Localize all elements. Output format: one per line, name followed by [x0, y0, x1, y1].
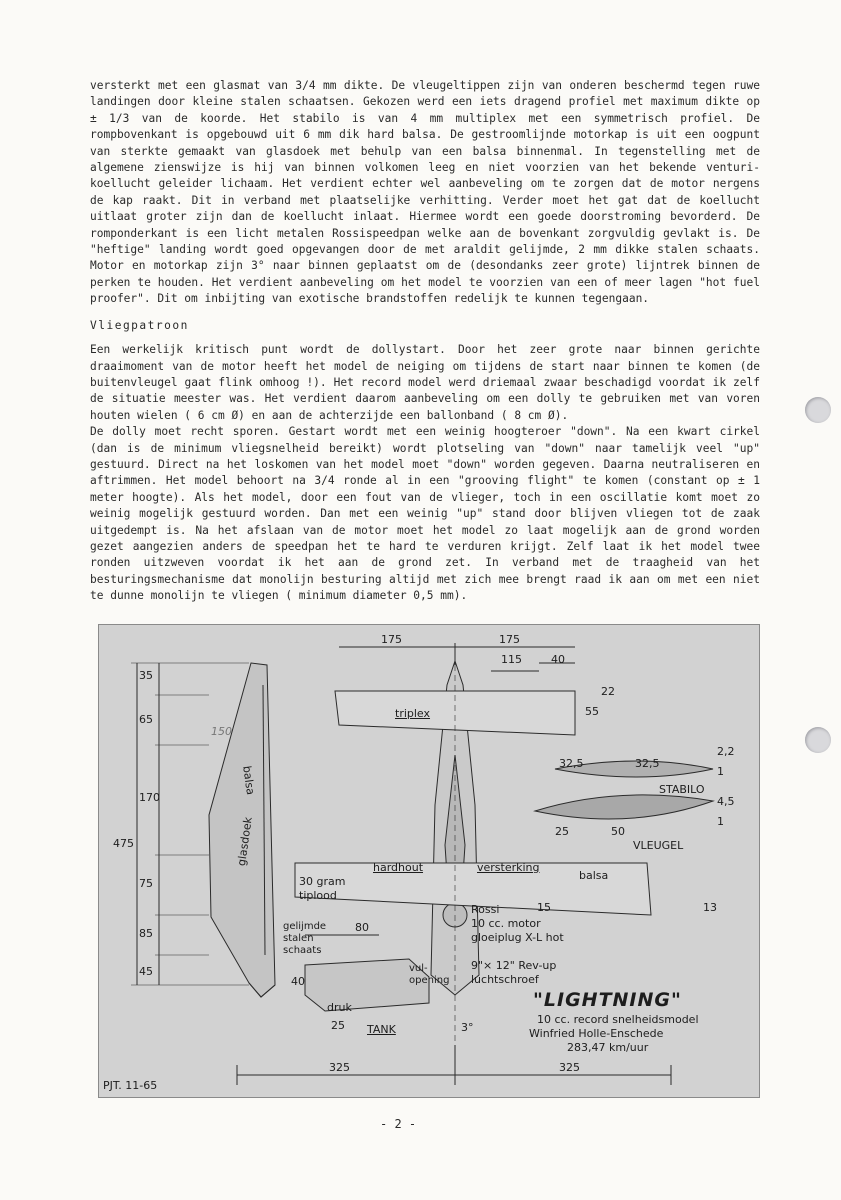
label-balsa-fuselage: balsa [240, 765, 258, 796]
dim-55: 55 [585, 705, 599, 718]
label-balsa-wing: balsa [579, 869, 609, 882]
label-vul: vul- opening [409, 963, 450, 986]
dim-45: 45 [139, 965, 153, 978]
label-stabilo: STABILO [659, 783, 705, 796]
dim-15: 15 [537, 901, 551, 914]
dim-65: 65 [139, 713, 153, 726]
page-number: - 2 - [380, 1117, 417, 1131]
dim-85: 85 [139, 927, 153, 940]
dim-22: 22 [601, 685, 615, 698]
paragraph-flight: De dolly moet recht sporen. Gestart wordt met een weinig hoogteroer "down". Na een kwart cirkel (dan is de minimum vliegsnelheid bereikt) wordt plotseling van "down" naar tamelijk veel "up" gestuurd. Direct na het loskomen van het model moet "down" worden gegeven. Daarna neutraliseren en aftrimmen. Het model behoort na 3/4 ronde al in een "grooving flight" te komen (constant op ± 1 meter hoogte). Als het model, door een fout van de vlieger, toch in een oscillatie komt moet zo weinig mogelijk gestuurd worden. Dan met een weinig "up" stand door blijven vliegen tot de zaak uitgedempt is. Na het afslaan van de motor moet het model zo laat mogelijk aan de grond worden gezet aangezien anders de speedpan het te hard te verduren krijgt. Zelf laat ik het model twee ronden uitzweven voordat ik het aan de grond zet. In verband met de traagheid van het besturingsmechanisme dat monolijn besturing altijd met zich mee brengt raad ik aan om met een niet te dunne monolijn te vliegen ( minimum diameter 0,5 mm). [90, 425, 760, 603]
dim-115: 115 [501, 653, 522, 666]
section-heading: Vliegpatroon [90, 318, 189, 332]
label-handwritten: 150 [211, 725, 232, 738]
label-tank: TANK [367, 1023, 396, 1036]
subtitle-line-2: Winfried Holle-Enschede [529, 1027, 664, 1040]
label-tiplood: 30 gram tiplood [299, 875, 346, 902]
label-druk: druk [327, 1001, 352, 1014]
dim-475: 475 [113, 837, 134, 850]
punch-hole-bottom [805, 727, 831, 753]
label-rossi: Rossi 10 cc. motor gloeiplug X-L hot [471, 903, 564, 944]
label-hardhout: hardhout [373, 861, 424, 874]
dim-32-5-left: 32,5 [559, 757, 584, 770]
dim-1-b: 1 [717, 815, 724, 828]
wing-profile [535, 795, 713, 819]
dim-175-right: 175 [499, 633, 520, 646]
dim-1-a: 1 [717, 765, 724, 778]
dim-35: 35 [139, 669, 153, 682]
label-versterking: versterking [477, 861, 540, 874]
paragraph-construction: versterkt met een glasmat van 3/4 mm dikte. De vleugeltippen zijn van onderen beschermd tegen ruwe landingen door kleine stalen schaatsen. Gekozen werd een iets dragend profiel met maximum dikte op ± 1/3 van de koorde. Het stabilo is van 4 mm multiplex met een symmetrisch profiel. De rompbovenkant is opgebouwd uit 6 mm dik hard balsa. De gestroomlijnde motorkap is uit een oogpunt van sterkte gemaakt van glasdoek met behulp van een balsa binnenmal. In tegenstelling met de algemene zienswijze is hij van binnen volkomen leeg en niet voorzien van het bekende venturi-koellucht geleider lichaam. Het verdient echter wel aanbeveling om te zorgen dat de motor nergens de kap raakt. Dit in verband met plaatselijke verhitting. Verder moet het gat dat de koellucht uitlaat groter zijn dan de koellucht inlaat. Hiermee wordt een goede doorstroming bevorderd. De romponderkant is een licht metalen Rossispeedpan welke aan de bovenkant zorgvuldig gevlakt is. De "heftige" landing wordt goed opgevangen door de met araldit gelijmde, 2 mm dikke stalen schaats. Motor en motorkap zijn 3° naar binnen geplaatst om de (desondanks zeer grote) lijntrek binnen de perken te houden. Het verdient aanbeveling om het model te voorzien van een of meer lagen "hot fuel proofer". Dit om inbijting van exotische brandstoffen redelijk te kunnen tegengaan. [90, 79, 760, 306]
dim-25-profile: 25 [555, 825, 569, 838]
dim-13: 13 [703, 901, 717, 914]
dim-325-right: 325 [559, 1061, 580, 1074]
label-vleugel: VLEUGEL [633, 839, 684, 852]
dim-170: 170 [139, 791, 160, 804]
dim-75: 75 [139, 877, 153, 890]
label-credit: PJT. 11-65 [103, 1079, 158, 1092]
paragraph-dollystart: Een werkelijk kritisch punt wordt de dollystart. Door het zeer grote naar binnen gerichte draaimoment van de motor heeft het model de neiging om tijdens de start naar binnen te komen (de buitenvleugel gaat flink omhoog !). Het record model werd driemaal zwaar beschadigd voordat ik zelf de situatie meester was. Het verdient daarom aanbeveling om een dolly te gebruiken met van voren houten wielen ( 6 cm Ø) en aan de achterzijde een ballonband ( 8 cm Ø). [90, 343, 760, 422]
label-schaats: gelijmde stalen schaats [283, 921, 327, 956]
technical-drawing [98, 624, 760, 1098]
label-triplex: triplex [395, 707, 431, 720]
subtitle-line-3: 283,47 km/uur [567, 1041, 649, 1054]
punch-hole-top [805, 397, 831, 423]
label-glasdoek: glasdoek [235, 816, 255, 867]
dim-50-profile: 50 [611, 825, 625, 838]
subtitle-line-1: 10 cc. record snelheidsmodel [537, 1013, 699, 1026]
body-text [90, 78, 760, 605]
dim-80-tank: 80 [355, 921, 369, 934]
dim-2-2: 2,2 [717, 745, 735, 758]
dim-4-5: 4,5 [717, 795, 735, 808]
dim-325-left: 325 [329, 1061, 350, 1074]
dim-40-tank: 40 [291, 975, 305, 988]
label-angle: 3° [461, 1021, 474, 1034]
label-prop: 9"× 12" Rev-up luchtschroef [471, 959, 557, 986]
dim-40: 40 [551, 653, 565, 666]
dim-32-5-right: 32,5 [635, 757, 660, 770]
drawing-title: "LIGHTNING" [533, 989, 682, 1011]
dim-25-tank: 25 [331, 1019, 345, 1032]
dim-175-left: 175 [381, 633, 402, 646]
